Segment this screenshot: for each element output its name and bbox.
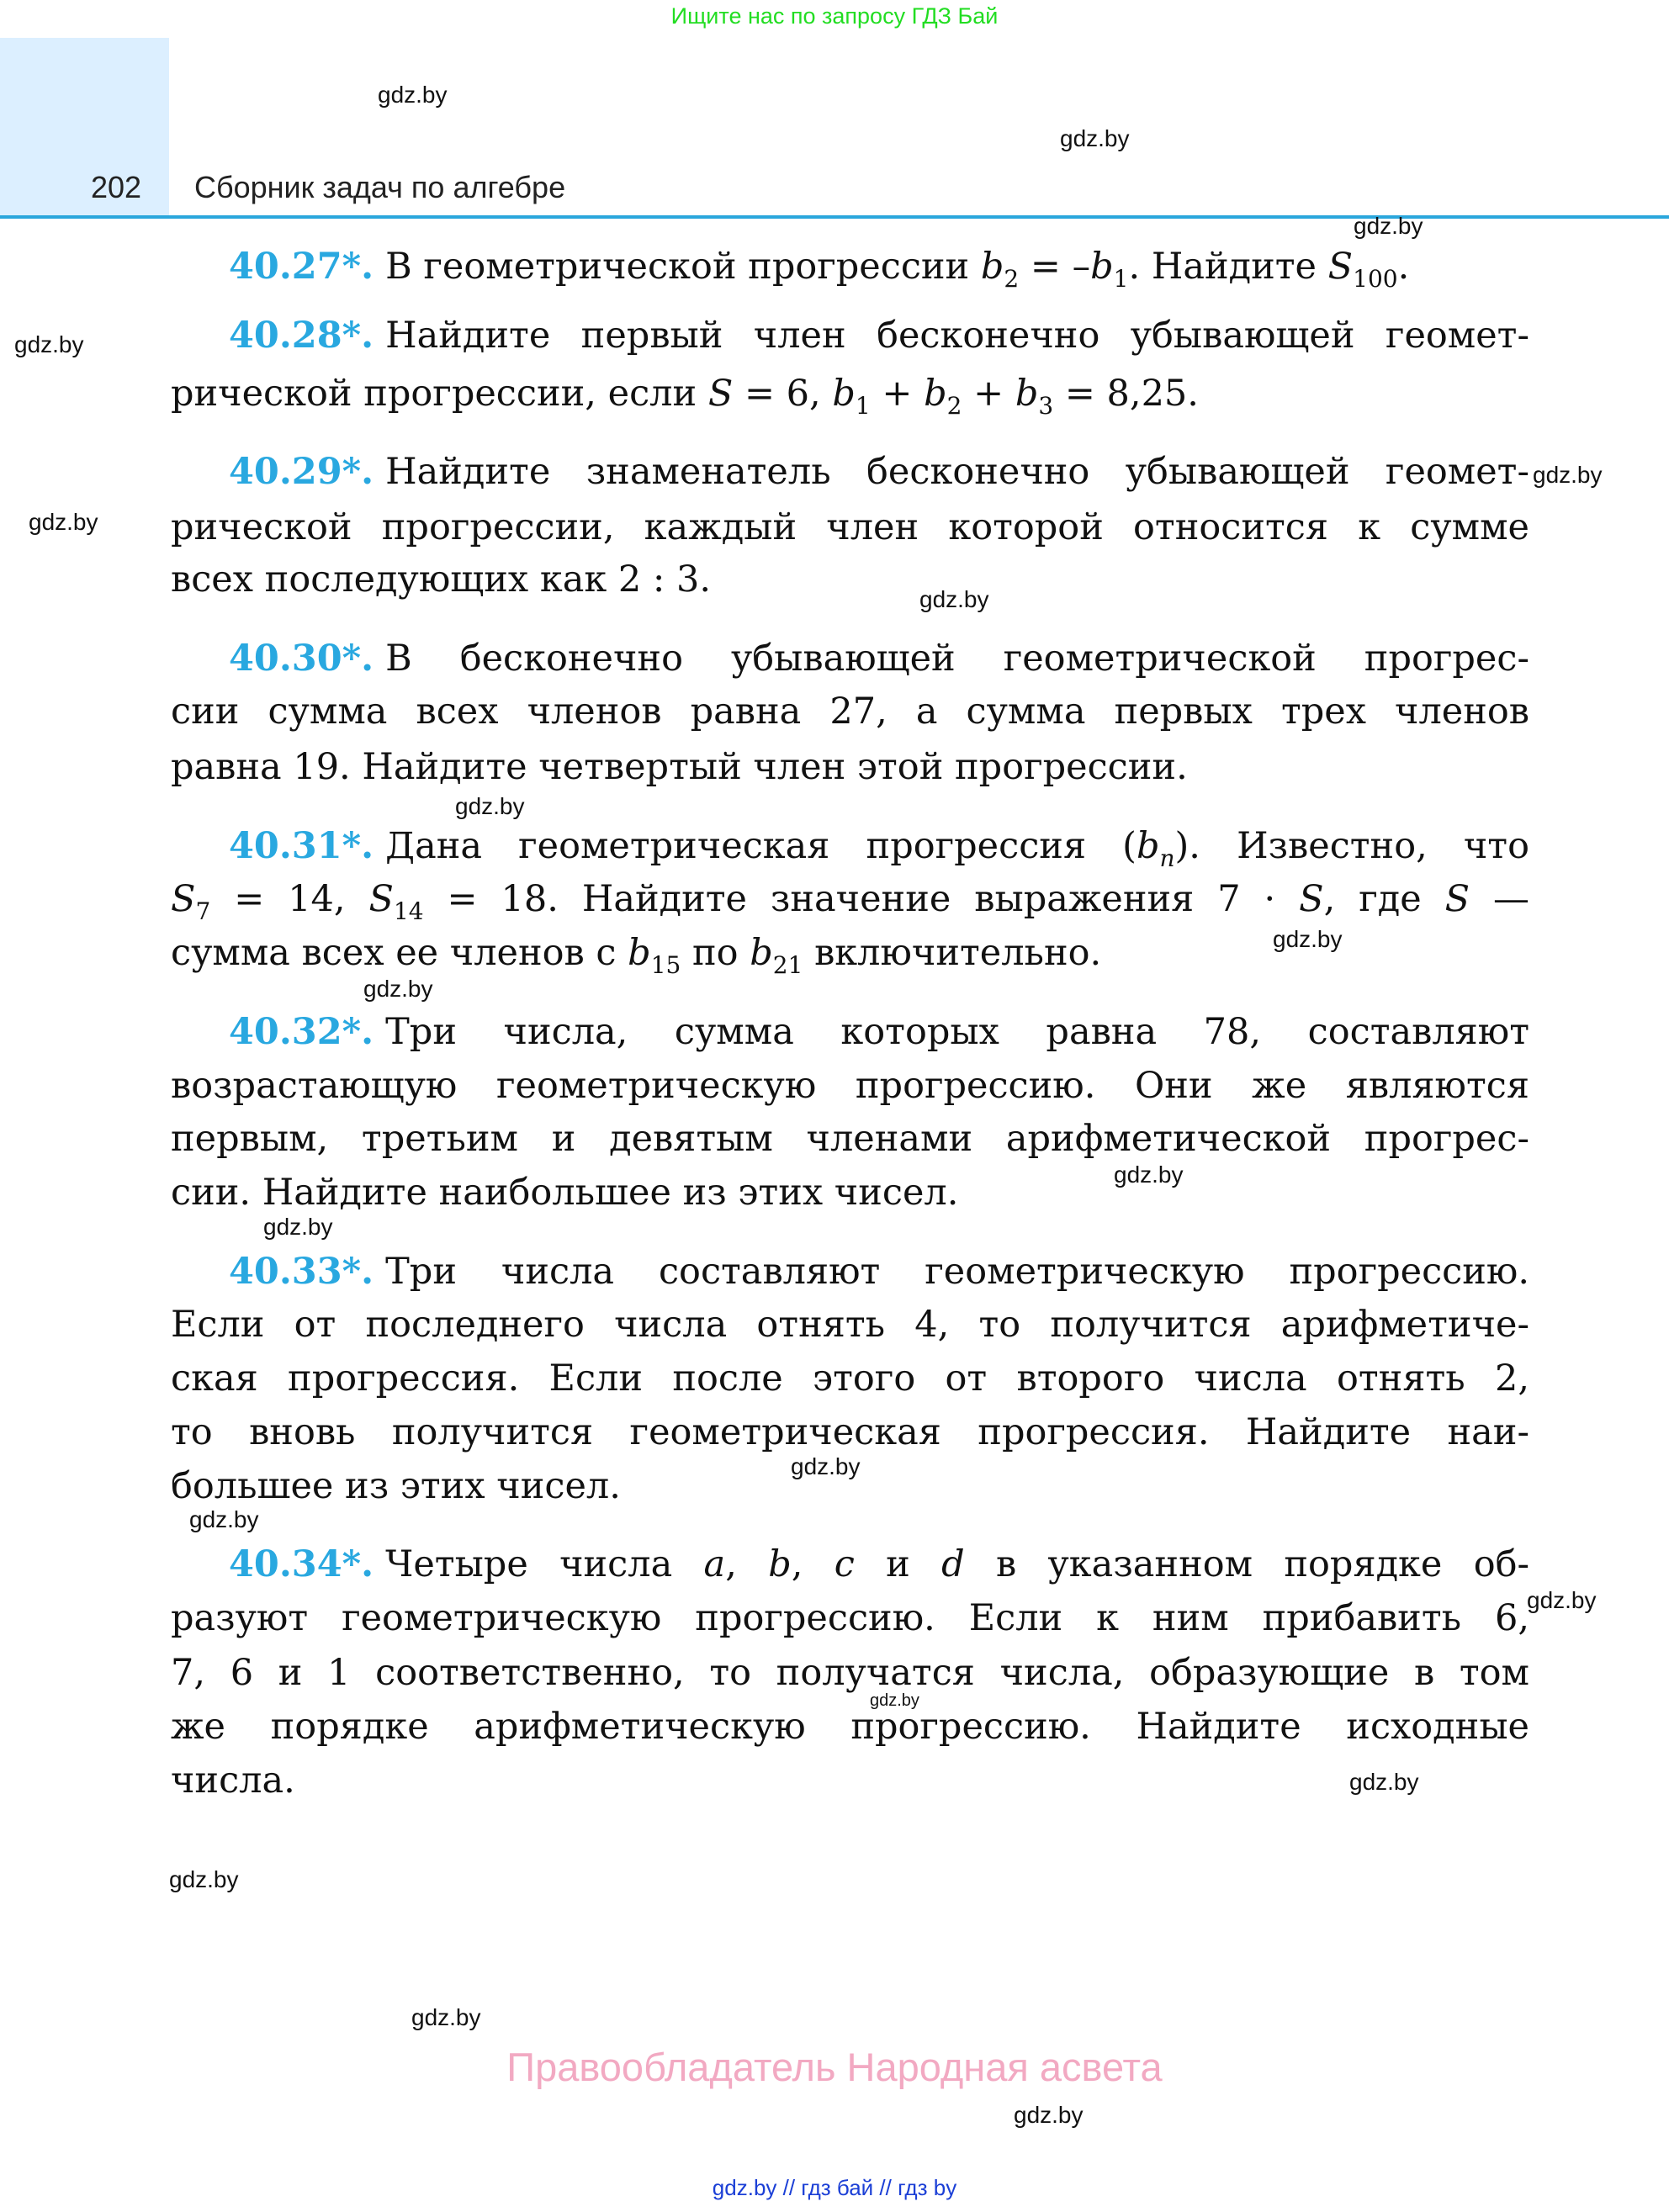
subscript: 100: [1353, 265, 1398, 293]
math-variable: c: [834, 1543, 855, 1585]
math-variable: $b_n$: [1136, 825, 1175, 872]
watermark: gdz.by: [791, 1453, 861, 1479]
problem-4034-line: числа.: [171, 1760, 295, 1802]
math-variable: $b_3$: [1015, 373, 1054, 420]
watermark: gdz.by: [1014, 2102, 1084, 2128]
subscript: 2: [946, 392, 962, 420]
math-variable: S: [1444, 878, 1470, 920]
problem-4033-line: большее из этих чисел.: [171, 1465, 621, 1507]
problem-number: 40.33*.: [229, 1251, 374, 1293]
math-variable: S: [1299, 878, 1324, 920]
watermark: gdz.by: [189, 1506, 259, 1532]
watermark: gdz.by: [1114, 1162, 1184, 1188]
watermark: gdz.by: [1527, 1587, 1597, 1613]
problem-number: 40.34*.: [229, 1543, 374, 1585]
problem-number: 40.27*.: [229, 246, 374, 288]
problem-4033-line: Если от последнего числа отнять 4, то получится арифметиче-: [171, 1304, 1529, 1346]
problem-4034-line: 7, 6 и 1 соответственно, то получатся числа, образующие в том: [171, 1652, 1529, 1694]
problem-4030-line: 40.30*. В бесконечно убывающей геометрической прогрес-: [229, 638, 1529, 680]
problem-4028-line: 40.28*. Найдите первый член бесконечно убывающей геомет-: [229, 315, 1529, 357]
math-variable: d: [941, 1543, 965, 1585]
watermark: gdz.by: [378, 82, 448, 108]
problem-4029-line: рической прогрессии, каждый член которой относится к сумме: [171, 506, 1529, 548]
watermark: gdz.by: [1533, 462, 1603, 488]
running-head: Сборник задач по алгебре: [194, 170, 566, 204]
watermark: gdz.by: [263, 1214, 333, 1240]
problem-4032-line: 40.32*. Три числа, сумма которых равна 78, составляют: [229, 1011, 1529, 1053]
math-variable: b: [768, 1543, 792, 1585]
subscript: 2: [1004, 265, 1020, 293]
problem-4031-line: сумма всех ее членов с $b_{15}$ по $b_{21}$ включительно.: [171, 932, 1102, 979]
problem-4030-line: сии сумма всех членов равна 27, а сумма первых трех членов: [171, 691, 1529, 733]
problem-4031-line: $S_7 = 14$, $S_{14} = 18$. Найдите значение выражения 7 · S, где S —: [171, 878, 1529, 925]
subscript: 3: [1038, 392, 1054, 420]
problem-4030-line: равна 19. Найдите четвертый член этой прогрессии.: [171, 746, 1188, 788]
problem-4032-line: первым, третьим и девятым членами арифметической прогрес-: [171, 1118, 1529, 1160]
problem-number: 40.30*.: [229, 638, 374, 680]
page-corner-box: [0, 38, 169, 217]
math-variable: $b_2$: [924, 373, 962, 420]
problem-4029-line: всех последующих как 2 : 3.: [171, 558, 712, 601]
problem-4031-line: 40.31*. Дана геометрическая прогрессия $(b_n)$. Известно, что: [229, 825, 1529, 872]
problem-number: 40.32*.: [229, 1011, 374, 1053]
problem-4027-line: 40.27*. В геометрической прогрессии $b_2 = -b_1$. Найдите $S_{100}$.: [229, 246, 1410, 293]
watermark: gdz.by: [14, 331, 84, 357]
problem-4034-line: 40.34*. Четыре числа a, b, c и d в указанном порядке об-: [229, 1543, 1529, 1585]
math-variable: $b_{21}$: [750, 932, 803, 979]
footer-links: gdz.by // гдз бай // гдз by: [712, 2175, 957, 2200]
math-variable: $b_1$: [1090, 246, 1129, 293]
problem-4032-line: возрастающую геометрическую прогрессию. Они же являются: [171, 1065, 1529, 1107]
watermark: gdz.by: [870, 1691, 919, 1710]
math-variable: S: [707, 373, 734, 415]
watermark: gdz.by: [455, 793, 525, 819]
problem-number: 40.31*.: [229, 825, 374, 867]
watermark: gdz.by: [1349, 1769, 1419, 1795]
subscript: 1: [1113, 265, 1129, 293]
watermark: gdz.by: [411, 2004, 481, 2030]
math-variable: $S_{100}$: [1327, 246, 1398, 293]
watermark: gdz.by: [363, 976, 433, 1002]
subscript: 21: [772, 951, 803, 979]
problem-number: 40.28*.: [229, 315, 374, 357]
problem-4033-line: 40.33*. Три числа составляют геометрическую прогрессию.: [229, 1251, 1529, 1293]
watermark: gdz.by: [1060, 125, 1130, 151]
problem-number: 40.29*.: [229, 451, 374, 493]
problem-4033-line: то вновь получится геометрическая прогрессия. Найдите наи-: [171, 1411, 1529, 1453]
watermark: gdz.by: [169, 1866, 239, 1892]
page-number: 202: [91, 170, 142, 204]
watermark: gdz.by: [919, 586, 989, 612]
problem-4029-line: 40.29*. Найдите знаменатель бесконечно убывающей геомет-: [229, 451, 1529, 493]
problem-4032-line: сии. Найдите наибольшее из этих чисел.: [171, 1172, 959, 1214]
math-variable: $S_7$: [171, 878, 211, 925]
watermark: gdz.by: [1354, 213, 1423, 239]
problem-4028-line: рической прогрессии, если S = 6, $b_1 + b_2 + b_3 = 8,25$.: [171, 373, 1199, 420]
subscript: 14: [393, 897, 424, 925]
math-variable: $b_2$: [980, 246, 1020, 293]
problem-4034-line: разуют геометрическую прогрессию. Если к ним прибавить 6,: [171, 1597, 1529, 1639]
subscript: 1: [855, 392, 871, 420]
subscript: 15: [650, 951, 681, 979]
search-banner: Ищите нас по запросу ГДЗ Бай: [670, 3, 999, 29]
problem-4034-line: же порядке арифметическую прогрессию. Найдите исходные: [171, 1706, 1529, 1748]
math-variable: a: [703, 1543, 726, 1585]
watermark: gdz.by: [29, 509, 98, 535]
subscript: n: [1159, 844, 1175, 872]
math-variable: $S_{14}$: [368, 878, 424, 925]
math-variable: $b_1$: [832, 373, 871, 420]
subscript: 7: [195, 897, 211, 925]
math-variable: $b_{15}$: [628, 932, 681, 979]
watermark: gdz.by: [1273, 926, 1343, 952]
rights-holder-notice: Правообладатель Народная асвета: [506, 2045, 1163, 2089]
problem-4033-line: ская прогрессия. Если после этого от второго числа отнять 2,: [171, 1357, 1529, 1400]
